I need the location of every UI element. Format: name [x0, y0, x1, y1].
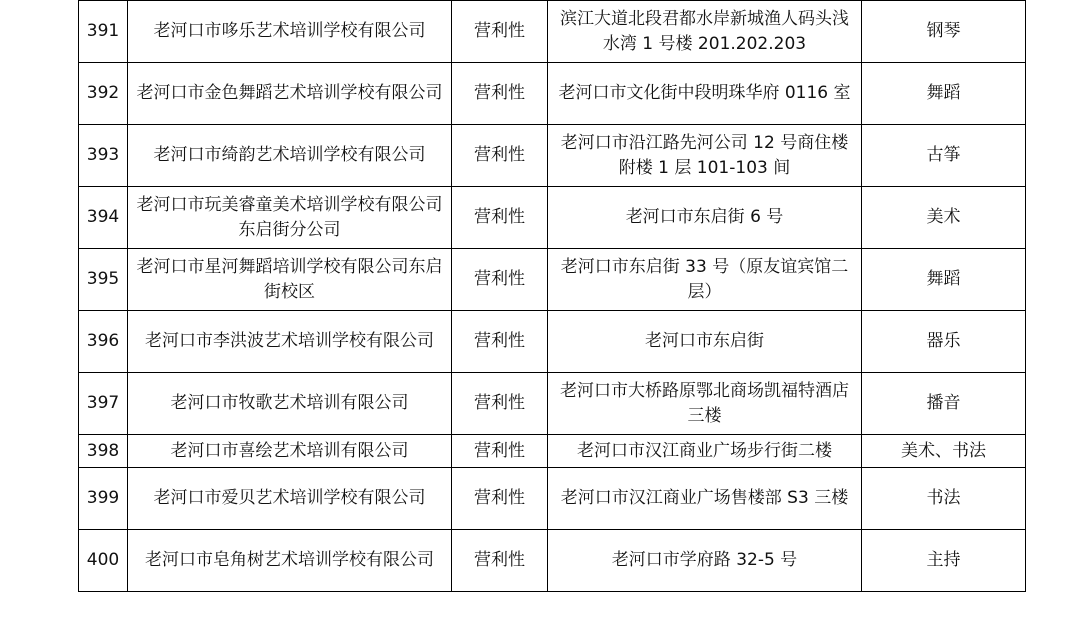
school-name: 老河口市牧歌艺术培训有限公司: [128, 373, 452, 435]
school-name: 老河口市哆乐艺术培训学校有限公司: [128, 1, 452, 63]
school-type: 营利性: [452, 468, 548, 530]
school-name: 老河口市星河舞蹈培训学校有限公司东启街校区: [128, 249, 452, 311]
training-category: 钢琴: [862, 1, 1026, 63]
table-row: [79, 530, 1026, 592]
school-registry-table: [78, 0, 1026, 592]
training-category: 舞蹈: [862, 63, 1026, 125]
training-category: 器乐: [862, 311, 1026, 373]
school-address: 老河口市东启街 6 号: [548, 187, 862, 249]
table-row: [79, 373, 1026, 435]
school-type: 营利性: [452, 373, 548, 435]
school-address: 滨江大道北段君都水岸新城渔人码头浅水湾 1 号楼 201.202.203: [548, 1, 862, 63]
school-type: 营利性: [452, 125, 548, 187]
school-type: 营利性: [452, 1, 548, 63]
school-type: 营利性: [452, 530, 548, 592]
school-address: 老河口市汉江商业广场步行街二楼: [548, 435, 862, 468]
row-number: 391: [79, 1, 128, 63]
school-address: 老河口市学府路 32-5 号: [548, 530, 862, 592]
table-row: [79, 63, 1026, 125]
row-number: 392: [79, 63, 128, 125]
school-type: 营利性: [452, 63, 548, 125]
training-category: 主持: [862, 530, 1026, 592]
school-name: 老河口市爱贝艺术培训学校有限公司: [128, 468, 452, 530]
school-name: 老河口市金色舞蹈艺术培训学校有限公司: [128, 63, 452, 125]
school-type: 营利性: [452, 187, 548, 249]
table-row: [79, 187, 1026, 249]
school-name: 老河口市玩美睿童美术培训学校有限公司东启街分公司: [128, 187, 452, 249]
table-row: [79, 435, 1026, 468]
school-address: 老河口市汉江商业广场售楼部 S3 三楼: [548, 468, 862, 530]
school-name: 老河口市喜绘艺术培训有限公司: [128, 435, 452, 468]
row-number: 395: [79, 249, 128, 311]
table-row: [79, 249, 1026, 311]
training-category: 书法: [862, 468, 1026, 530]
row-number: 393: [79, 125, 128, 187]
training-category: 舞蹈: [862, 249, 1026, 311]
row-number: 398: [79, 435, 128, 468]
row-number: 396: [79, 311, 128, 373]
school-name: 老河口市绮韵艺术培训学校有限公司: [128, 125, 452, 187]
table-row: [79, 468, 1026, 530]
row-number: 400: [79, 530, 128, 592]
school-address: 老河口市东启街 33 号（原友谊宾馆二层）: [548, 249, 862, 311]
school-address: 老河口市沿江路先河公司 12 号商住楼附楼 1 层 101-103 间: [548, 125, 862, 187]
training-category: 美术、书法: [862, 435, 1026, 468]
table-row: [79, 125, 1026, 187]
training-category: 古筝: [862, 125, 1026, 187]
table-row: [79, 1, 1026, 63]
school-type: 营利性: [452, 249, 548, 311]
training-category: 播音: [862, 373, 1026, 435]
row-number: 399: [79, 468, 128, 530]
school-type: 营利性: [452, 435, 548, 468]
school-address: 老河口市东启街: [548, 311, 862, 373]
school-address: 老河口市大桥路原鄂北商场凯福特酒店三楼: [548, 373, 862, 435]
table-row: [79, 311, 1026, 373]
row-number: 394: [79, 187, 128, 249]
school-type: 营利性: [452, 311, 548, 373]
school-address: 老河口市文化街中段明珠华府 0116 室: [548, 63, 862, 125]
row-number: 397: [79, 373, 128, 435]
training-category: 美术: [862, 187, 1026, 249]
school-name: 老河口市李洪波艺术培训学校有限公司: [128, 311, 452, 373]
school-name: 老河口市皂角树艺术培训学校有限公司: [128, 530, 452, 592]
